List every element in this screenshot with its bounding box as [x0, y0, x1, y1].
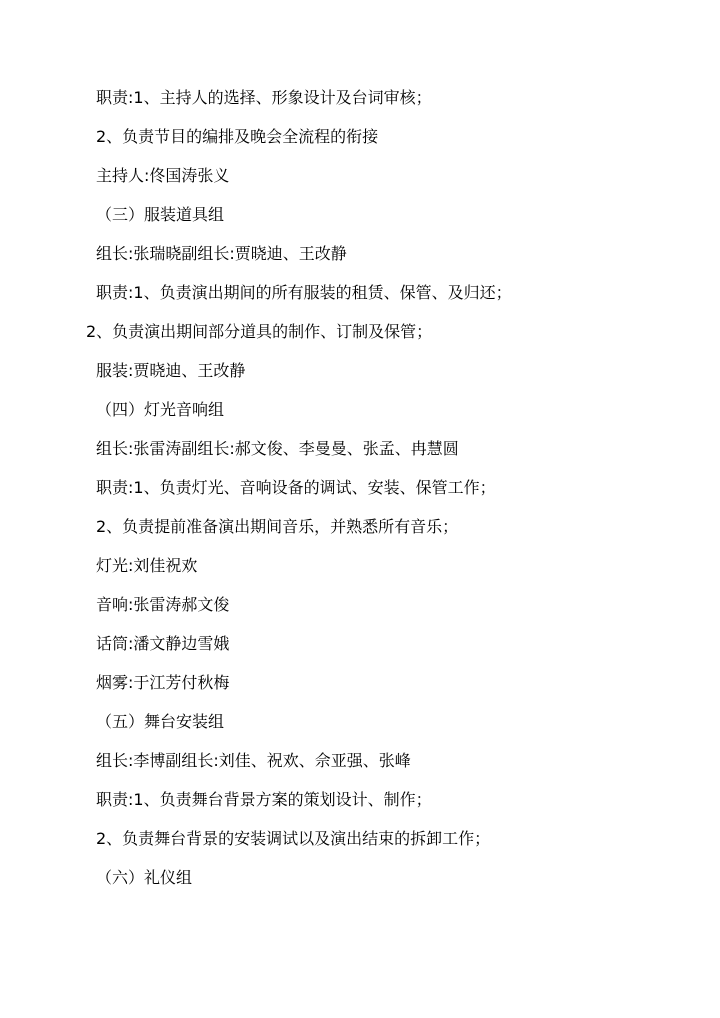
- duties-line-host: 职责:1、主持人的选择、形象设计及台词审核；: [96, 88, 432, 107]
- duties-line-lighting: 职责:1、负责灯光、音响设备的调试、安装、保管工作；: [96, 478, 496, 497]
- microphone-staff-line: 话筒:潘文静边雪娥: [96, 634, 230, 653]
- lighting-staff-line: 灯光:刘佳祝欢: [96, 556, 198, 575]
- duties-line-stage: 职责:1、负责舞台背景方案的策划设计、制作；: [96, 790, 432, 809]
- costume-staff-line: 服装:贾晓迪、王改静: [96, 361, 246, 380]
- leaders-line-stage: 组长:李博副组长:刘佳、祝欢、佘亚强、张峰: [96, 751, 411, 770]
- leaders-line-lighting: 组长:张雷涛副组长:郝文俊、李曼曼、张孟、冉慧圆: [96, 439, 459, 458]
- duties-line-costume-2: 2、负责演出期间部分道具的制作、订制及保管；: [86, 322, 433, 341]
- section-heading-costume-props: （三）服装道具组: [96, 205, 225, 224]
- section-heading-etiquette: （六）礼仪组: [96, 868, 193, 887]
- duties-line-costume: 职责:1、负责演出期间的所有服装的租赁、保管、及归还；: [96, 283, 512, 302]
- duties-line-lighting-2: 2、负责提前准备演出期间音乐，并熟悉所有音乐；: [96, 517, 459, 536]
- duties-line-stage-2: 2、负责舞台背景的安装调试以及演出结束的拆卸工作；: [96, 829, 491, 848]
- section-heading-lighting-sound: （四）灯光音响组: [96, 400, 225, 419]
- hosts-line: 主持人:佟国涛张义: [96, 166, 230, 185]
- sound-staff-line: 音响:张雷涛郝文俊: [96, 595, 230, 614]
- leaders-line-costume: 组长:张瑞晓副组长:贾晓迪、王改静: [96, 244, 347, 263]
- smoke-staff-line: 烟雾:于江芳付秋梅: [96, 673, 230, 692]
- section-heading-stage-setup: （五）舞台安装组: [96, 712, 225, 731]
- duties-line-host-2: 2、负责节目的编排及晚会全流程的衔接: [96, 127, 379, 146]
